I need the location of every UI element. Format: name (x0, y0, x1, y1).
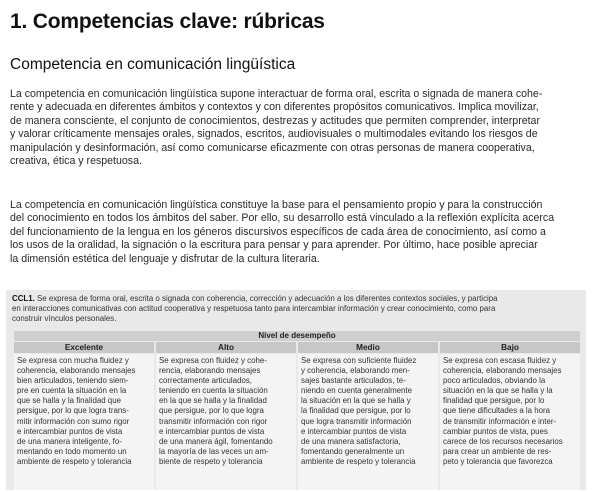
paragraph-line: rente y adecuada en diferentes ámbitos y contextos y con diferentes propósitos comunicativos. Implica movilizar, (10, 101, 539, 114)
section-heading: Competencia en comunicación lingüística (10, 56, 296, 73)
criterion-text: Se expresa de forma oral, escrita o signada con coherencia, corrección y adecuación a los diferentes contextos sociales, y participa (34, 294, 498, 303)
cell-excelente (14, 354, 154, 490)
cell-line: rencia, elaborando mensajes (159, 366, 261, 376)
cell-line: carece de los recursos necesarios (443, 436, 563, 446)
paragraph-line: y valorar críticamente mensajes orales, signados, escritos, audiovisuales o multimodales evitando los riesgos de (10, 128, 538, 141)
cell-line: peto y tolerancia que favorezca (443, 456, 553, 466)
cell-line: la finalidad que persigue, por lo (301, 406, 411, 416)
cell-bajo (440, 354, 580, 490)
cell-line: Se expresa con suficiente fluidez (301, 356, 417, 365)
cell-line: situación en la que se halla y la (443, 386, 553, 396)
cell-line: pre en cuenta la situación en la (17, 386, 127, 396)
cell-line: la mayoría de las veces un am- (159, 446, 269, 456)
cell-line: e intercambiar puntos de vista (301, 426, 407, 436)
cell-line: y coherencia, elaborando men- (301, 366, 410, 376)
cell-line: e intercambiar puntos de vista (17, 426, 123, 436)
paragraph-line: la dimensión estética del lenguaje y disfrutar de la cultura literaria. (10, 252, 320, 265)
page-title: 1. Competencias clave: rúbricas (10, 10, 325, 33)
cell-line: correctamente articulados, (159, 376, 252, 386)
cell-line: en la que se halla y la finalidad (159, 396, 267, 406)
cell-line: que persigue, por lo que logra (159, 406, 264, 416)
column-header-excelente: Excelente (14, 342, 154, 353)
cell-line: mentando en todo momento un (17, 446, 127, 456)
cell-line: bien articulados, teniendo siem- (17, 376, 129, 386)
cell-line: de una manera satisfactoria, (301, 436, 401, 446)
cell-line: que logra transmitir información (301, 416, 412, 426)
cell-line: de transmitir información e inter- (443, 416, 557, 426)
paragraph-line: de manera consciente, el conjunto de conocimientos, destrezas y actitudes que permiten comprender, interpretar (10, 114, 540, 127)
cell-line: teniendo en cuenta la situación (159, 386, 268, 396)
cell-line: poco articulados, obviando la (443, 376, 546, 386)
cell-line: ambiente de respeto y tolerancia (301, 456, 416, 466)
paragraph-line: del funcionamiento de la lengua en los géneros discursivos específicos de cada área de conocimiento, así como a (10, 225, 546, 238)
paragraph-line: La competencia en comunicación lingüística supone interactuar de forma oral, escrita o signada de manera cohe- (10, 88, 543, 100)
cell-line: que tiene dificultades a la hora (443, 406, 551, 416)
column-header-alto: Alto (156, 342, 296, 353)
cell-line: cambiar puntos de vista, pues (443, 426, 548, 436)
column-header-medio: Medio (298, 342, 438, 353)
cell-line: Se expresa con mucha fluidez y (17, 356, 129, 365)
second-paragraph (10, 199, 584, 266)
cell-line: biente de respeto y tolerancia (159, 456, 263, 466)
paragraph-line: del conocimiento en todos los ámbitos del saber. Por ello, su desarrollo está vinculado a la reflexión explícita acerca (10, 212, 555, 225)
cell-line: la situación en la que se halla y (301, 396, 411, 406)
cell-line: finalidad que persigue, por lo (443, 396, 545, 406)
cell-medio (298, 354, 438, 490)
paragraph-line: La competencia en comunicación lingüística constituye la base para el pensamiento propio y para la construcción (10, 199, 543, 211)
cell-line: de una manera inteligente, fo- (17, 436, 122, 446)
criterion-line (12, 294, 580, 304)
cell-line: persigue, por lo que logra trans- (17, 406, 129, 416)
cell-line: ambiente de respeto y tolerancia (17, 456, 132, 466)
cell-line: Se expresa con fluidez y cohe- (159, 356, 267, 365)
column-header-bajo: Bajo (440, 342, 580, 353)
cell-line: mitir información con sumo rigor (17, 416, 130, 426)
level-column-headers (14, 342, 580, 353)
criterion-line: en interacciones comunicativas con actitud cooperativa y respetuosa tanto para intercambiar información y crear conocimiento, como para (12, 303, 496, 313)
cell-line: coherencia, elaborando mensajes (443, 366, 562, 376)
intro-paragraph (10, 88, 584, 168)
cell-line: fomentando generalmente un (301, 446, 405, 456)
cell-line: sajes bastante articulados, te- (301, 376, 406, 386)
cell-line: de una manera ágil, fomentando (159, 436, 273, 446)
paragraph-line: los usos de la oralidad, la signación o la escritura para pensar y para aprender. Por último, hace posible apreciar (10, 239, 538, 252)
paragraph-line: manipulación y desinformación, así como comunicarse eficazmente con otras personas de manera cooperativa, (10, 141, 535, 154)
level-header: Nivel de desempeño (14, 331, 580, 341)
cell-line: Se expresa con escasa fluidez y (443, 356, 557, 365)
level-descriptions (14, 354, 580, 490)
cell-line: coherencia, elaborando mensajes (17, 366, 136, 376)
cell-line: transmitir información con rigor (159, 416, 268, 426)
cell-line: que se halla y la finalidad que (17, 396, 121, 406)
cell-line: niendo en cuenta generalmente (301, 386, 412, 396)
cell-line: para crear un ambiente de res- (443, 446, 552, 456)
criterion-line: construir vínculos personales. (12, 313, 117, 323)
rubric-table (6, 290, 586, 490)
paragraph-line: creativa, ética y respetuosa. (10, 155, 142, 168)
cell-alto (156, 354, 296, 490)
criterion-code: CCL1. (12, 294, 35, 303)
rubric-criterion (6, 290, 586, 323)
cell-line: e intercambiar puntos de vista (159, 426, 265, 436)
